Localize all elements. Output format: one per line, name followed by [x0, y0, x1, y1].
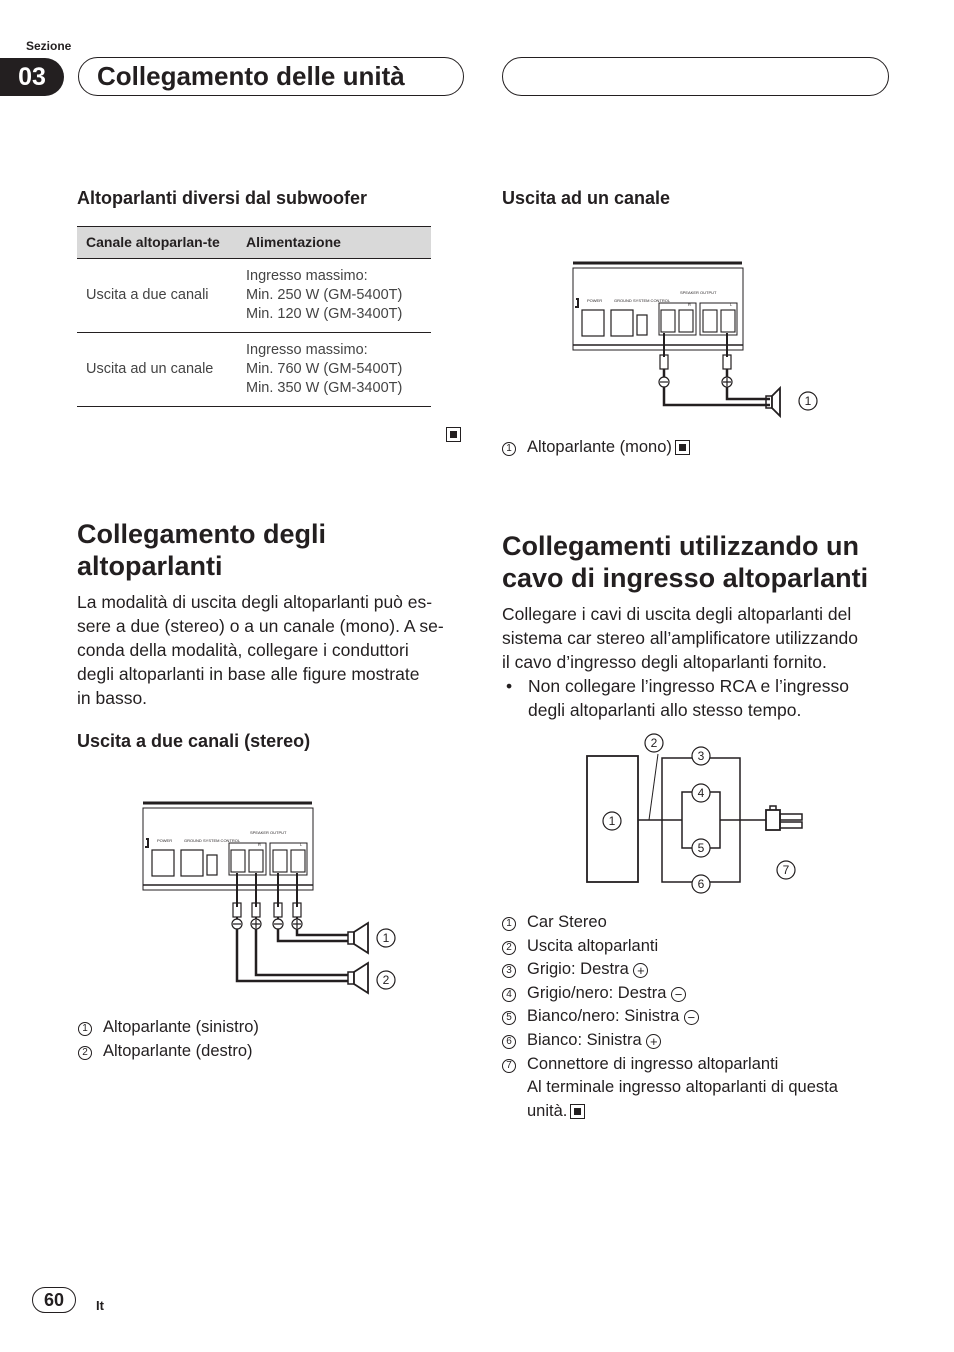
system-control-label: SYSTEM CONTROL [203, 838, 241, 843]
end-mark-icon [675, 440, 690, 455]
table-cell-power [237, 259, 431, 333]
bullet-line: Non collegare l’ingresso RCA e l’ingresso [528, 676, 849, 696]
language-code: It [96, 1298, 104, 1313]
callout-number: 4 [697, 786, 705, 800]
heading-line: Collegamenti utilizzando un [502, 531, 859, 561]
caption-line [502, 935, 902, 959]
caption-text: Grigio: Destra [527, 960, 629, 979]
power-line: Min. 760 W (GM-5400T) [246, 361, 403, 377]
speaker-output-label: SPEAKER OUTPUT [250, 830, 287, 835]
body-line: Collegare i cavi di uscita degli altoparlanti del [502, 604, 852, 624]
channel-r-label: R [688, 302, 691, 307]
stereo-wiring-diagram [140, 795, 410, 1005]
table-cell-channel: Uscita ad un canale [77, 333, 237, 407]
power-label: POWER [157, 838, 173, 843]
caption-text: Bianco/nero: Sinistra [527, 1007, 680, 1026]
caption-number: 4 [502, 988, 516, 1002]
stereo-captions [78, 1016, 259, 1063]
channel-r-label: R [258, 842, 261, 847]
callout-number: 1 [804, 394, 812, 408]
callout-number: 1 [382, 931, 390, 945]
caption-number: 3 [502, 964, 516, 978]
callout-number: 5 [697, 841, 705, 855]
caption-text: Altoparlante (destro) [103, 1041, 253, 1060]
caption-number: 1 [78, 1022, 92, 1036]
cable-connection-heading [502, 530, 868, 594]
table-heading: Altoparlanti diversi dal subwoofer [77, 188, 368, 208]
caption-line [502, 1029, 902, 1053]
power-line: Ingresso massimo: [246, 342, 368, 358]
caption-line [502, 982, 902, 1006]
stereo-heading: Uscita a due canali (stereo) [77, 731, 311, 751]
power-line: Ingresso massimo: [246, 268, 368, 284]
system-control-label: SYSTEM CONTROL [633, 298, 671, 303]
power-line: Min. 250 W (GM-5400T) [246, 287, 403, 303]
connector-note-text: unità. [527, 1101, 568, 1120]
section-label: Sezione [26, 39, 72, 53]
heading-line: cavo di ingresso altoparlanti [502, 563, 869, 593]
page-number: 60 [32, 1287, 76, 1313]
section-title: Collegamento delle unità [97, 61, 405, 91]
caption-line [78, 1016, 259, 1040]
cable-connection-body [502, 602, 902, 722]
callout-number: 1 [608, 814, 616, 828]
table-cell-channel: Uscita a due canali [77, 259, 237, 333]
minus-icon: − [671, 987, 686, 1002]
callout-number: 2 [382, 973, 390, 987]
caption-line [502, 911, 902, 935]
caption-text: Altoparlante (mono) [527, 438, 672, 456]
speaker-output-leader [649, 754, 658, 820]
mono-heading: Uscita ad un canale [502, 188, 671, 208]
speaker-connection-body [77, 590, 467, 710]
caption-line [78, 1040, 259, 1064]
section-number-badge: 03 [0, 58, 64, 96]
speaker-connection-heading [77, 518, 326, 582]
bullet-icon: • [506, 676, 513, 696]
caption-text: Altoparlante (sinistro) [103, 1018, 259, 1036]
caption-number: 2 [502, 941, 516, 955]
body-line: sere a due (stereo) o a un canale (mono). A se- [77, 616, 444, 636]
plus-icon: + [646, 1034, 661, 1049]
connector-icon [766, 810, 780, 830]
amp-body [143, 808, 313, 890]
callout-number: 6 [697, 877, 705, 891]
heading-line: Collegamento degli [77, 519, 327, 549]
callout-number: 7 [782, 863, 790, 877]
channel-l-label: L [730, 302, 733, 307]
system-control-terminal [207, 855, 217, 875]
caption-text: Bianco: Sinistra [527, 1030, 642, 1049]
channel-l-label: L [300, 842, 303, 847]
table-cell-power [237, 333, 431, 407]
ground-label: GROUND [614, 298, 632, 303]
speaker-power-table [77, 226, 431, 407]
column-header-power: Alimentazione [237, 227, 431, 259]
ground-label: GROUND [184, 838, 202, 843]
caption-text: Uscita altoparlanti [527, 936, 659, 955]
caption-number: 7 [502, 1059, 516, 1073]
connector-note-line: Al terminale ingresso altoparlanti di questa [527, 1078, 838, 1097]
mono-caption [502, 436, 690, 460]
end-mark-icon [446, 427, 461, 442]
connector-note-line [502, 1100, 902, 1124]
caption-line [502, 1005, 902, 1029]
body-line: sistema car stereo all’amplificatore utilizzando [502, 628, 858, 648]
cable-wiring-diagram [580, 728, 812, 894]
body-line: in basso. [77, 688, 148, 708]
table-row [77, 259, 431, 333]
plus-icon: + [633, 963, 648, 978]
power-label: POWER [587, 298, 603, 303]
body-line: il cavo d’ingresso degli altoparlanti fornito. [502, 652, 827, 672]
column-header-channel: Canale altoparlan-te [77, 227, 237, 259]
body-line: La modalità di uscita degli altoparlanti può es- [77, 592, 433, 612]
power-line: Min. 120 W (GM-3400T) [246, 306, 403, 322]
speaker-output-label: SPEAKER OUTPUT [680, 290, 717, 295]
end-mark-icon [570, 1104, 585, 1119]
bullet-line: degli altoparlanti allo stesso tempo. [528, 700, 802, 720]
heading-line: altoparlanti [77, 551, 223, 581]
callout-number: 3 [697, 749, 705, 763]
caption-number: 6 [502, 1035, 516, 1049]
mono-wiring-diagram [570, 255, 840, 425]
caption-line [502, 958, 902, 982]
power-line: Min. 350 W (GM-3400T) [246, 380, 403, 396]
caption-line [502, 1053, 902, 1077]
power-terminal [152, 850, 174, 876]
cable-captions [502, 911, 902, 1123]
minus-icon: − [684, 1010, 699, 1025]
empty-header-frame [502, 57, 889, 96]
body-line: conda della modalità, collegare i conduttori [77, 640, 409, 660]
ground-terminal [181, 850, 203, 876]
caption-text: Connettore di ingresso altoparlanti [527, 1054, 779, 1073]
caption-text: Grigio/nero: Destra [527, 983, 667, 1002]
callout-number: 2 [650, 736, 658, 750]
table-row [77, 333, 431, 407]
caption-number: 5 [502, 1011, 516, 1025]
caption-text: Car Stereo [527, 913, 607, 931]
body-line: degli altoparlanti in base alle figure mostrate [77, 664, 420, 684]
caption-number: 1 [502, 442, 516, 456]
caption-number: 2 [78, 1046, 92, 1060]
caption-number: 1 [502, 917, 516, 931]
bullet-item [502, 674, 902, 722]
